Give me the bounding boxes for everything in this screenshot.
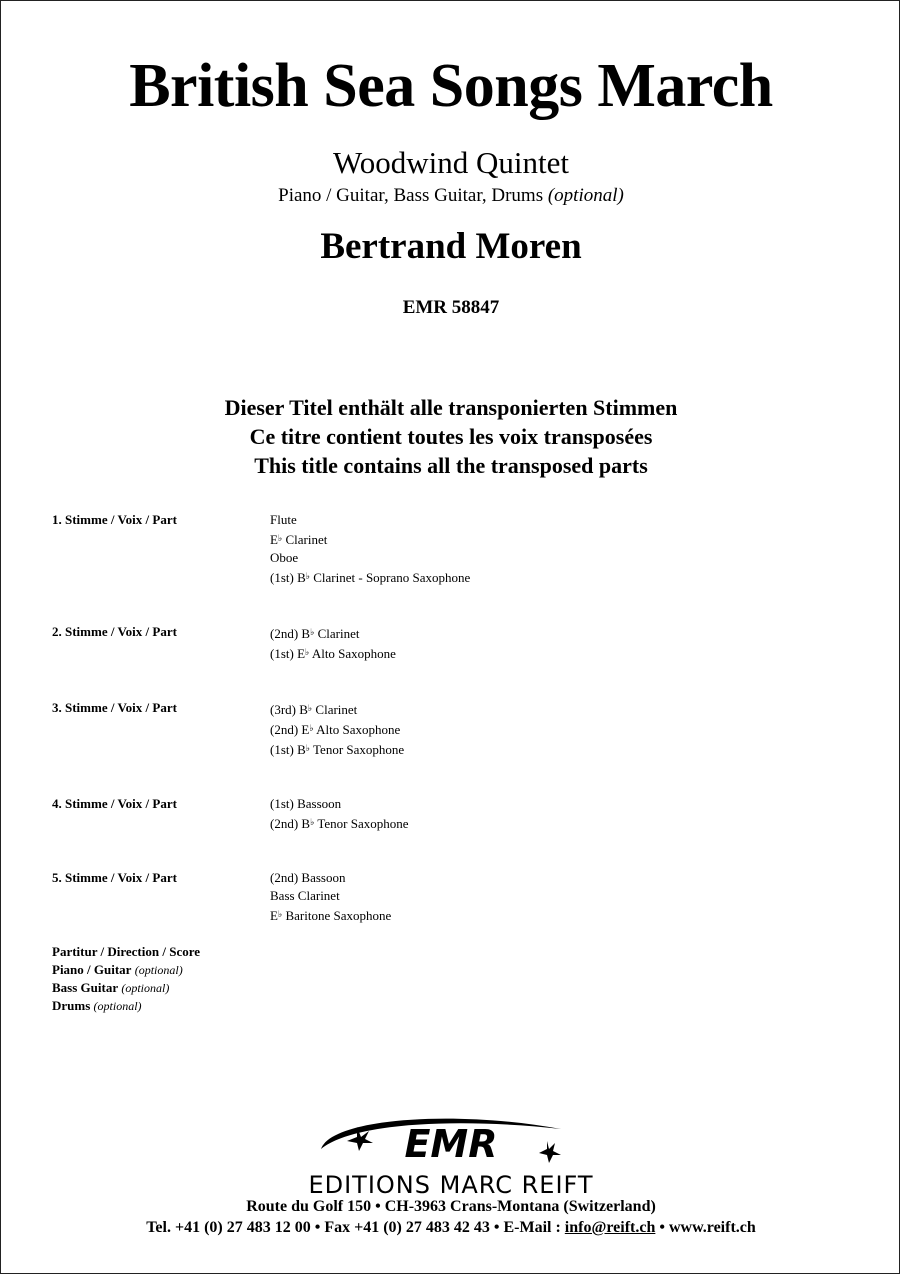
instrumentation-line bbox=[1, 185, 900, 207]
extra-part-name: Drums bbox=[52, 998, 91, 1013]
instrument-item: Oboe bbox=[270, 550, 299, 565]
part-instruments bbox=[270, 511, 470, 587]
flat-sign: ♭ bbox=[305, 571, 310, 581]
part-row bbox=[52, 699, 852, 759]
extra-part-item bbox=[52, 943, 200, 961]
instrumentation-text: Piano / Guitar, Bass Guitar, Drums bbox=[278, 185, 544, 206]
extra-part-item bbox=[52, 961, 200, 979]
instrumentation-note: (optional) bbox=[547, 185, 624, 206]
instrument-item: (2nd) B♭ Tenor Saxophone bbox=[270, 816, 409, 831]
ensemble-subtitle: Woodwind Quintet bbox=[332, 145, 569, 180]
instrument-item: E♭ Clarinet bbox=[270, 532, 328, 547]
catalog-number: EMR 58847 bbox=[402, 297, 500, 318]
extra-part-name: Partitur / Direction / Score bbox=[52, 944, 201, 959]
instrument-item: E♭ Baritone Saxophone bbox=[270, 908, 392, 923]
instrument-item: Bass Clarinet bbox=[270, 888, 340, 903]
part-instruments bbox=[270, 795, 409, 833]
flat-sign: ♭ bbox=[309, 723, 314, 733]
extra-part-note: (optional) bbox=[134, 963, 183, 977]
contact-phone-fax: Tel. +41 (0) 27 483 12 00 • Fax +41 (0) 27 483 42 43 • E-Mail : bbox=[146, 1219, 565, 1236]
part-label: 1. Stimme / Voix / Part bbox=[52, 512, 177, 527]
part-row bbox=[52, 623, 852, 663]
website-text[interactable]: • www.reift.ch bbox=[655, 1219, 756, 1236]
instrument-item: (3rd) B♭ Clarinet bbox=[270, 702, 358, 717]
part-instruments bbox=[270, 623, 396, 663]
flat-sign: ♭ bbox=[305, 647, 310, 657]
part-label: 4. Stimme / Voix / Part bbox=[52, 796, 177, 811]
notice-line-de: Dieser Titel enthält alle transponierten Stimmen bbox=[224, 395, 678, 420]
notice-line-en: This title contains all the transposed parts bbox=[254, 453, 648, 478]
extra-part-item bbox=[52, 997, 200, 1015]
flat-sign: ♭ bbox=[277, 909, 283, 919]
part-label: 5. Stimme / Voix / Part bbox=[52, 870, 177, 885]
extra-parts-list bbox=[52, 943, 200, 1015]
extra-part-note: (optional) bbox=[93, 999, 142, 1013]
publisher-name: EDITIONS MARC REIFT bbox=[308, 1171, 594, 1199]
flat-sign: ♭ bbox=[305, 743, 310, 753]
instrument-item: (1st) E♭ Alto Saxophone bbox=[270, 646, 396, 661]
part-label: 2. Stimme / Voix / Part bbox=[52, 624, 177, 639]
publisher-contact bbox=[1, 1219, 900, 1237]
instrument-item: Flute bbox=[270, 512, 297, 527]
notice-line-fr: Ce titre contient toutes les voix transposées bbox=[249, 424, 653, 449]
instrument-item: (1st) Bassoon bbox=[270, 796, 342, 811]
flat-sign: ♭ bbox=[310, 817, 315, 827]
extra-part-name: Piano / Guitar bbox=[52, 962, 132, 977]
extra-part-name: Bass Guitar bbox=[52, 980, 119, 995]
composer-name: Bertrand Moren bbox=[320, 226, 582, 267]
part-row bbox=[52, 869, 852, 925]
extra-part-note: (optional) bbox=[121, 981, 170, 995]
part-instruments bbox=[270, 869, 391, 925]
instrument-item: (1st) B♭ Tenor Saxophone bbox=[270, 742, 405, 757]
instrument-item: (2nd) Bassoon bbox=[270, 870, 346, 885]
page-title: British Sea Songs March bbox=[129, 52, 773, 120]
logo-text: EMR bbox=[404, 1122, 498, 1166]
extra-part-item bbox=[52, 979, 200, 997]
instrument-item: (2nd) B♭ Clarinet bbox=[270, 626, 360, 641]
flat-sign: ♭ bbox=[310, 627, 315, 637]
email-link[interactable]: info@reift.ch bbox=[564, 1219, 656, 1236]
flat-sign: ♭ bbox=[277, 533, 283, 543]
part-label: 3. Stimme / Voix / Part bbox=[52, 700, 177, 715]
part-instruments bbox=[270, 699, 404, 759]
transposed-parts-notice bbox=[1, 393, 900, 480]
emr-logo bbox=[301, 1109, 601, 1169]
part-row bbox=[52, 795, 852, 833]
instrument-item: (1st) B♭ Clarinet - Soprano Saxophone bbox=[270, 570, 471, 585]
publisher-address: Route du Golf 150 • CH-3963 Crans-Montana (Switzerland) bbox=[246, 1198, 656, 1215]
instrument-item: (2nd) E♭ Alto Saxophone bbox=[270, 722, 401, 737]
part-row bbox=[52, 511, 852, 587]
parts-list bbox=[52, 511, 852, 925]
flat-sign: ♭ bbox=[307, 703, 313, 713]
